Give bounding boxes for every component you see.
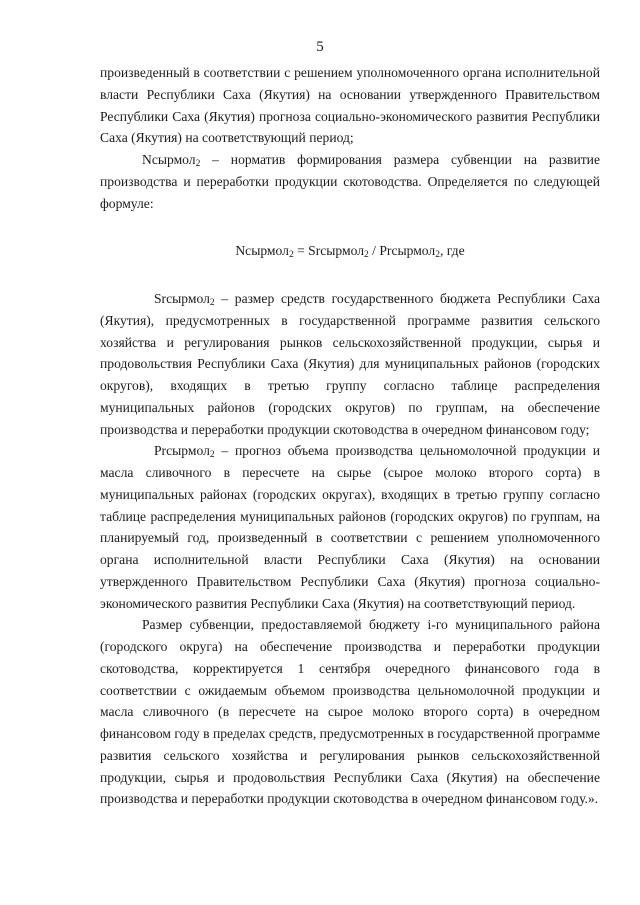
page-number: 5 <box>316 39 324 55</box>
formula-denominator: Prсырмол <box>379 243 436 259</box>
definition-text: – размер средств государственного бюджета Республики Саха (Якутия), предусмотренных в государственной программе развития сельского хозяйства и регулирования рынков сельскохозяйственной продукции, сырья и продовольствия Республики Саха (Якутия) для муниципальных районов (городских округов), входящих в третью группу согласно таблице распределения муниципальных районов (городских округов) по группам, на обеспечение производства и переработки продукции скотоводства в очередном финансовом году; <box>100 291 600 437</box>
formula-equals: = <box>293 243 309 259</box>
formula-numerator: Srсырмол <box>308 243 365 259</box>
formula-denominator-subscript: 2 <box>435 250 440 261</box>
paragraph-continuation: произведенный в соответствии с решением уполномоченного органа исполнительной власти Республики Саха (Якутия) на основании утвержденного Правительством Республики Саха (Якутия) прогноза социально-экономического развития Республики Саха (Якутия) на соответствующий период; <box>100 65 600 146</box>
paragraph-n-definition <box>100 149 600 214</box>
paragraph-pr-definition <box>100 440 600 614</box>
definition-text: – норматив формирования размера субвенции на развитие производства и переработки продукции скотоводства. Определяется по следующей формуле: <box>100 152 600 211</box>
formula-lhs-subscript: 2 <box>288 250 294 261</box>
term-pr: Prсырмол <box>154 443 210 459</box>
formula-tail: , где <box>439 243 465 259</box>
term-pr-subscript: 2 <box>209 450 215 461</box>
term-sr-subscript: 2 <box>209 298 215 308</box>
formula-numerator-subscript: 2 <box>364 250 369 261</box>
formula-divide: / <box>368 243 380 259</box>
term-n: Nсырмол <box>142 152 196 167</box>
formula-lhs: Nсырмол <box>235 243 289 259</box>
term-sr: Srсырмол <box>154 291 210 306</box>
formula <box>100 240 600 262</box>
term-n-subscript: 2 <box>195 159 201 169</box>
paragraph-sr-definition <box>100 288 600 440</box>
document-body <box>100 62 600 810</box>
definition-text: – прогноз объема производства цельномолочной продукции и масла сливочного в пересчете на сырье (сырое молоко второго сорта) в муниципальных районах (городских округах), входящих в третью группу согласно таблице распределения муниципальных районов (городских округов) по группам, на планируемый год, произведенный в соответствии с решением уполномоченного органа исполнительной власти Республики Саха (Якутия) на основании утвержденного Правительством Республики Саха (Якутия) прогноза социально-экономического развития Республики Саха (Якутия) на соответствующий период. <box>100 443 600 611</box>
paragraph-subvention-correction: Размер субвенции, предоставляемой бюджету i-го муниципального района (городского округа) на обеспечение производства и переработки продукции скотоводства, корректируется 1 сентября очередного финансового года в соответствии с ожидаемым объемом производства цельномолочной продукции и масла сливочного (в пересчете на сырое молоко второго сорта) в очередном финансовом году в пределах средств, предусмотренных в государственной программе развития сельского хозяйства и регулирования рынков сельскохозяйственной продукции, сырья и продовольствия Республики Саха (Якутия) на обеспечение производства и переработки продукции скотоводства в очередном финансовом году.». <box>100 617 600 807</box>
